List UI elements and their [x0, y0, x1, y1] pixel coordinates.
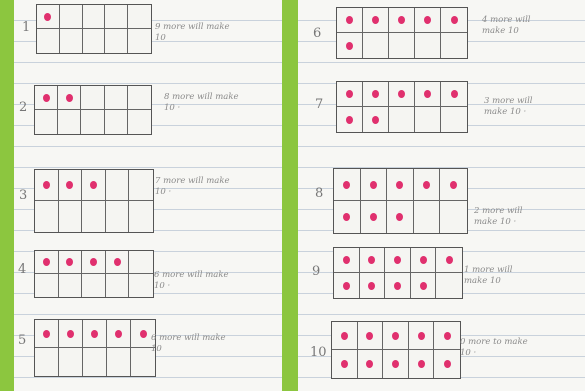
ten-frame-cell: [58, 86, 81, 110]
ten-frame-cell: [35, 320, 59, 348]
counter-dot: [368, 256, 375, 264]
notebook-page-left: [14, 0, 282, 391]
counter-dot: [444, 360, 451, 368]
counter-dot: [394, 256, 401, 264]
counter-dot: [424, 90, 431, 98]
counter-dot: [341, 332, 348, 340]
counter-dot: [66, 181, 73, 189]
problem-number: 2: [19, 100, 28, 115]
counter-dot: [372, 116, 379, 124]
ten-frame-cell: [383, 350, 409, 378]
ten-frame: [333, 247, 463, 299]
ten-frame-cell: [334, 201, 361, 233]
ten-frame-cell: [35, 274, 59, 297]
counter-dot: [346, 116, 353, 124]
counter-dot: [446, 256, 453, 264]
counter-dot: [114, 258, 121, 266]
ten-frame-cell: [107, 348, 131, 376]
ten-frame-cell: [361, 169, 388, 201]
ten-frame: [34, 250, 154, 298]
problem-number: 6: [313, 26, 322, 41]
ten-frame-cell: [105, 5, 128, 29]
ten-frame-cell: [414, 201, 441, 233]
ten-frame-cell: [129, 170, 153, 201]
counter-dot: [366, 360, 373, 368]
counter-dot: [392, 360, 399, 368]
ten-frame: [34, 319, 156, 377]
ten-frame-cell: [129, 201, 153, 232]
ten-frame-cell: [58, 110, 81, 134]
ten-frame-cell: [415, 82, 441, 107]
ten-frame-cell: [106, 201, 130, 232]
ten-frame-cell: [83, 320, 107, 348]
ten-frame-cell: [409, 350, 435, 378]
ten-frame-cell: [441, 82, 467, 107]
ten-frame-cell: [59, 170, 83, 201]
problem-number: 3: [19, 188, 28, 203]
counter-dot: [398, 16, 405, 24]
ten-frame-cell: [387, 201, 414, 233]
ten-frame-cell: [441, 33, 467, 58]
counter-dot: [451, 16, 458, 24]
counter-dot: [343, 256, 350, 264]
counter-dot: [44, 13, 51, 21]
ten-frame-cell: [360, 273, 386, 298]
ten-frame-cell: [106, 274, 130, 297]
problem-number: 8: [315, 186, 324, 201]
ten-frame-cell: [363, 82, 389, 107]
answer-text: 8 more will make 10 ·: [164, 92, 239, 113]
ten-frame-cell: [35, 86, 58, 110]
counter-dot: [43, 94, 50, 102]
ten-frame-cell: [129, 251, 153, 274]
ten-frame: [36, 4, 152, 54]
ten-frame-cell: [363, 8, 389, 33]
counter-dot: [346, 42, 353, 50]
ten-frame-cell: [128, 86, 151, 110]
counter-dot: [444, 332, 451, 340]
ten-frame-cell: [128, 29, 151, 53]
ten-frame-cell: [361, 201, 388, 233]
ten-frame-cell: [83, 29, 106, 53]
problem-number: 9: [312, 264, 321, 279]
counter-dot: [398, 90, 405, 98]
counter-dot: [91, 330, 98, 338]
counter-dot: [140, 330, 147, 338]
ten-frame-cell: [337, 107, 363, 132]
counter-dot: [66, 258, 73, 266]
ten-frame-cell: [385, 248, 411, 273]
counter-dot: [372, 90, 379, 98]
ten-frame-cell: [82, 274, 106, 297]
ten-frame-cell: [106, 251, 130, 274]
ten-frame-cell: [35, 110, 58, 134]
ten-frame-cell: [415, 8, 441, 33]
answer-text: 1 more will make 10: [464, 265, 513, 286]
counter-dot: [343, 282, 350, 290]
counter-dot: [43, 330, 50, 338]
ten-frame-cell: [415, 33, 441, 58]
ten-frame-cell: [59, 320, 83, 348]
counter-dot: [420, 282, 427, 290]
ten-frame-cell: [59, 251, 83, 274]
ten-frame-cell: [107, 320, 131, 348]
ten-frame-cell: [441, 107, 467, 132]
ten-frame-cell: [83, 5, 106, 29]
ten-frame-cell: [105, 86, 128, 110]
ten-frame-cell: [337, 82, 363, 107]
counter-dot: [423, 181, 430, 189]
counter-dot: [346, 90, 353, 98]
ten-frame-cell: [436, 273, 462, 298]
ten-frame-cell: [106, 170, 130, 201]
ten-frame-cell: [82, 201, 106, 232]
problem-number: 1: [22, 20, 31, 35]
ten-frame-cell: [434, 322, 460, 350]
ten-frame-cell: [332, 322, 358, 350]
ten-frame-cell: [82, 170, 106, 201]
ten-frame-cell: [35, 201, 59, 232]
ten-frame-cell: [83, 348, 107, 376]
ten-frame-cell: [383, 322, 409, 350]
counter-dot: [90, 258, 97, 266]
answer-text: 6 more will make 10: [151, 333, 226, 354]
ten-frame: [336, 7, 468, 59]
ten-frame-cell: [363, 107, 389, 132]
counter-dot: [418, 332, 425, 340]
answer-text: 0 more to make 10 ·: [460, 337, 528, 358]
ten-frame-cell: [82, 251, 106, 274]
ten-frame-cell: [337, 33, 363, 58]
ten-frame-cell: [389, 107, 415, 132]
problem-number: 10: [310, 345, 327, 360]
answer-text: 2 more will make 10 ·: [474, 206, 523, 227]
counter-dot: [392, 332, 399, 340]
ten-frame-cell: [128, 110, 151, 134]
ten-frame-cell: [334, 169, 361, 201]
ten-frame-cell: [105, 110, 128, 134]
counter-dot: [372, 16, 379, 24]
ten-frame-cell: [334, 248, 360, 273]
counter-dot: [394, 282, 401, 290]
ten-frame-cell: [360, 248, 386, 273]
ten-frame-cell: [59, 274, 83, 297]
counter-dot: [66, 94, 73, 102]
notebook-spine: [282, 0, 298, 391]
answer-text: 9 more will make 10: [155, 22, 230, 43]
ten-frame-cell: [387, 169, 414, 201]
counter-dot: [366, 332, 373, 340]
ten-frame-cell: [60, 5, 83, 29]
counter-dot: [418, 360, 425, 368]
ten-frame-cell: [414, 169, 441, 201]
counter-dot: [420, 256, 427, 264]
ten-frame-cell: [35, 170, 59, 201]
problem-number: 5: [18, 333, 27, 348]
ten-frame-cell: [128, 5, 151, 29]
counter-dot: [90, 181, 97, 189]
ten-frame-cell: [358, 322, 384, 350]
ten-frame-cell: [59, 201, 83, 232]
ten-frame-cell: [105, 29, 128, 53]
counter-dot: [343, 181, 350, 189]
counter-dot: [396, 213, 403, 221]
counter-dot: [370, 181, 377, 189]
ten-frame-cell: [441, 8, 467, 33]
ten-frame-cell: [389, 82, 415, 107]
ten-frame: [34, 169, 154, 233]
ten-frame-cell: [411, 248, 437, 273]
ten-frame-cell: [385, 273, 411, 298]
ten-frame-cell: [81, 86, 104, 110]
problem-number: 7: [315, 97, 324, 112]
answer-text: 7 more will make 10 ·: [155, 176, 230, 197]
ten-frame: [336, 81, 468, 133]
notebook-page-right: [298, 0, 585, 391]
ten-frame-cell: [434, 350, 460, 378]
ten-frame-cell: [440, 169, 467, 201]
ten-frame: [331, 321, 461, 379]
ten-frame-cell: [37, 29, 60, 53]
answer-text: 4 more will make 10: [482, 15, 531, 36]
counter-dot: [396, 181, 403, 189]
ten-frame-cell: [436, 248, 462, 273]
counter-dot: [43, 258, 50, 266]
counter-dot: [368, 282, 375, 290]
ten-frame-cell: [409, 322, 435, 350]
counter-dot: [370, 213, 377, 221]
ten-frame-cell: [35, 348, 59, 376]
ten-frame-cell: [389, 8, 415, 33]
answer-text: 3 more will make 10 ·: [484, 96, 533, 117]
ten-frame-cell: [332, 350, 358, 378]
counter-dot: [343, 213, 350, 221]
counter-dot: [43, 181, 50, 189]
ten-frame-cell: [60, 29, 83, 53]
ten-frame-cell: [37, 5, 60, 29]
counter-dot: [67, 330, 74, 338]
ten-frame-cell: [411, 273, 437, 298]
counter-dot: [346, 16, 353, 24]
ten-frame: [34, 85, 152, 135]
counter-dot: [451, 90, 458, 98]
counter-dot: [424, 16, 431, 24]
ten-frame-cell: [337, 8, 363, 33]
ten-frame-cell: [415, 107, 441, 132]
answer-text: 6 more will make 10 ·: [154, 270, 229, 291]
counter-dot: [450, 181, 457, 189]
ten-frame-cell: [358, 350, 384, 378]
ten-frame-cell: [81, 110, 104, 134]
counter-dot: [115, 330, 122, 338]
ten-frame-cell: [59, 348, 83, 376]
ten-frame-cell: [389, 33, 415, 58]
counter-dot: [341, 360, 348, 368]
ten-frame-cell: [35, 251, 59, 274]
problem-number: 4: [18, 262, 27, 277]
ten-frame-cell: [440, 201, 467, 233]
ten-frame: [333, 168, 468, 234]
ten-frame-cell: [363, 33, 389, 58]
ten-frame-cell: [334, 273, 360, 298]
ten-frame-cell: [129, 274, 153, 297]
